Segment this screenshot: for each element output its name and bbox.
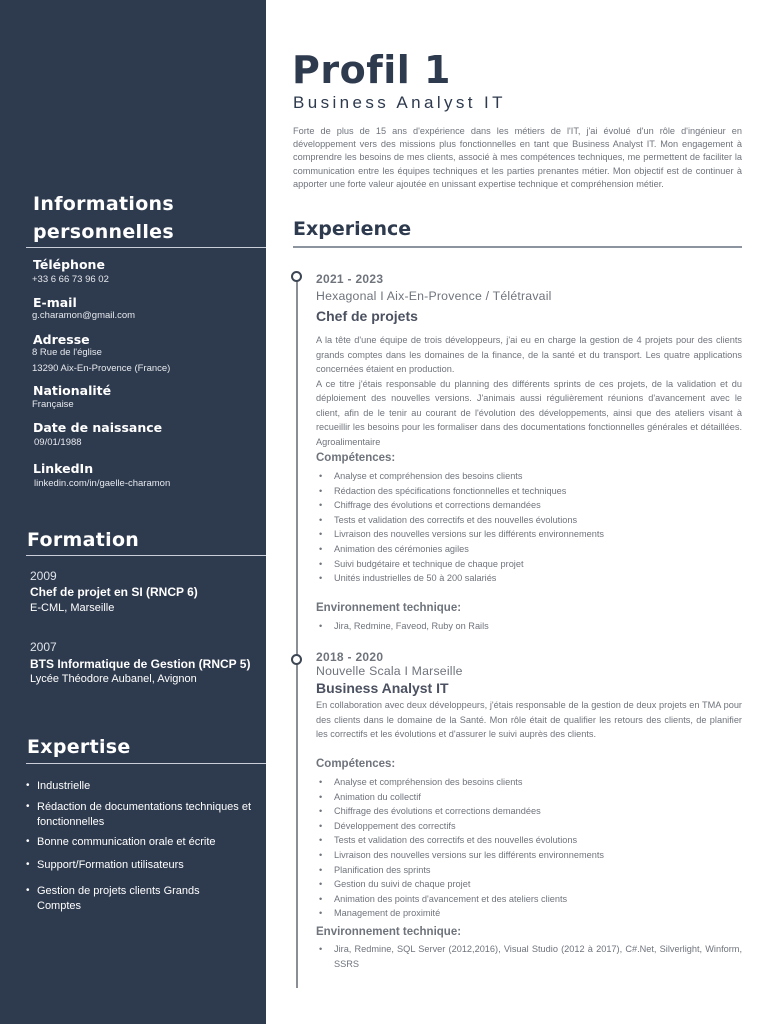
info-divider [26,247,266,248]
skill-item: • Chiffrage des évolutions et corrections demandées [316,498,742,513]
profile-title: Business Analyst IT [293,93,506,112]
expertise-item: • Rédaction de documentations techniques et fonctionnelles [26,800,262,829]
job-title: Business Analyst IT [316,680,449,696]
job-company: Nouvelle Scala I Marseille [316,664,463,678]
skill-item: • Planification des sprints [316,863,742,878]
skill-item: • Chiffrage des évolutions et corrections demandées [316,804,742,819]
env-heading: Environnement technique: [316,602,462,614]
timeline-line [296,278,298,988]
formation-year: 2009 [30,569,57,583]
skill-item: • Rédaction des spécifications fonctionnelles et techniques [316,484,742,499]
job-title: Chef de projets [316,308,418,324]
experience-heading: Experience [293,218,412,240]
job-dates: 2018 - 2020 [316,650,384,664]
formation-title: BTS Informatique de Gestion (RNCP 5) [30,657,251,671]
formation-heading: Formation [27,529,140,551]
env-list [316,619,742,634]
timeline-dot [291,654,302,665]
skill-item: • Management de proximité [316,906,742,921]
expertise-item: • Support/Formation utilisateurs [26,858,262,873]
formation-title: Chef de projet en SI (RNCP 6) [30,585,198,599]
email-label: E-mail [33,295,77,310]
skill-item: • Tests et validation des correctifs et des nouvelles évolutions [316,513,742,528]
linkedin-value[interactable]: linkedin.com/in/gaelle-charamon [34,478,171,489]
expertise-heading: Expertise [27,736,131,758]
birth-value: 09/01/1988 [34,437,82,448]
info-heading [33,190,174,246]
birth-label: Date de naissance [33,420,163,435]
nationality-label: Nationalité [33,383,112,398]
env-item: • Jira, Redmine, Faveod, Ruby on Rails [316,619,742,634]
address-line1: 8 Rue de l'église [32,347,102,358]
timeline-dot [291,271,302,282]
nationality-value: Française [32,399,74,410]
linkedin-label: LinkedIn [33,461,94,476]
skill-item: • Animation des cérémonies agiles [316,542,742,557]
formation-divider [26,555,266,556]
skill-item: • Suivi budgétaire et technique de chaque projet [316,557,742,572]
profile-name: Profil 1 [292,48,451,92]
skills-list [316,469,742,586]
formation-year: 2007 [30,640,57,654]
skill-item: • Livraison des nouvelles versions sur les différents environnements [316,527,742,542]
skill-item: • Développement des correctifs [316,819,742,834]
expertise-item: • Bonne communication orale et écrite [26,835,262,850]
skill-item: • Livraison des nouvelles versions sur les différents environnements [316,848,742,863]
skill-item: • Gestion du suivi de chaque projet [316,877,742,892]
address-line2: 13290 Aix-En-Provence (France) [32,363,171,374]
phone-label: Téléphone [33,257,105,272]
expertise-item: • Gestion de projets clients Grands Comptes [26,884,222,913]
email-value[interactable]: g.charamon@gmail.com [32,310,136,321]
job-description: En collaboration avec deux développeurs, j'étais responsable de la gestion de deux projets en TMA pour des clients dans le domaine de la Santé. Mon rôle était de qualifier les retours des clients, de planifier les correctifs et les évolutions et d'assurer le suivi auprès des clients. [316,700,742,739]
env-list [316,942,742,971]
expertise-item: • Industrielle [26,779,262,794]
info-heading-line1: Informations [33,193,174,215]
info-heading-line2: personnelles [33,221,174,243]
skills-heading: Compétences: [316,452,396,464]
phone-value: +33 6 66 73 96 02 [32,274,109,285]
profile-summary: Forte de plus de 15 ans d'expérience dans les métiers de l'IT, j'ai évolué d'un rôle d'ingénieur en développement vers des missions plus fonctionnelles en tant que Business Analyst IT. Mon engagement à comprendre les besoins de mes clients, associé à mes compétences techniques, me permettent de faciliter la communication entre les équipes techniques et les parties prenantes métier. Mon objectif est de continuer à apporter une forte valeur ajoutée en unissant expertise technique et compréhension métier. [293,126,742,189]
skills-list [316,775,742,921]
job-dates: 2021 - 2023 [316,272,384,286]
formation-school: Lycée Théodore Aubanel, Avignon [30,673,197,685]
env-heading: Environnement technique: [316,926,462,938]
env-item: • Jira, Redmine, SQL Server (2012,2016), Visual Studio (2012 à 2017), C#.Net, Silverlight, Winform, SSRS [316,942,742,971]
skill-item: • Animation des points d'avancement et des ateliers clients [316,892,742,907]
expertise-divider [26,763,266,764]
job-company: Hexagonal I Aix-En-Provence / Télétravail [316,289,552,303]
address-label: Adresse [33,332,90,347]
job-description: A la tête d'une équipe de trois développeurs, j'ai eu en charge la gestion de 4 projets pour des clients grands comptes dans les domaines de la finance, de la santé et du transport. Les quatre applications concernées étaient en production. A ce titre j'étais responsable du planning des différents sprints de ces projets, de la validation et du déploiement des nouvelles versions. J'animais aussi régulièrement réunions d'avancement avec le client, afin de le tenir au courant de l'évolution des développements, ainsi que des ateliers visant à recueillir les besoins pour les formaliser dans des documentations fonctionnelles générales et détaillées. Agroalimentaire [316,335,742,447]
experience-divider [293,246,742,248]
skill-item: • Unités industrielles de 50 à 200 salariés [316,571,742,586]
skill-item: • Tests et validation des correctifs et des nouvelles évolutions [316,833,742,848]
skill-item: • Analyse et compréhension des besoins clients [316,469,742,484]
formation-school: E-CML, Marseille [30,602,115,614]
skill-item: • Animation du collectif [316,790,742,805]
sidebar [0,0,266,1024]
skills-heading: Compétences: [316,758,396,770]
skill-item: • Analyse et compréhension des besoins clients [316,775,742,790]
